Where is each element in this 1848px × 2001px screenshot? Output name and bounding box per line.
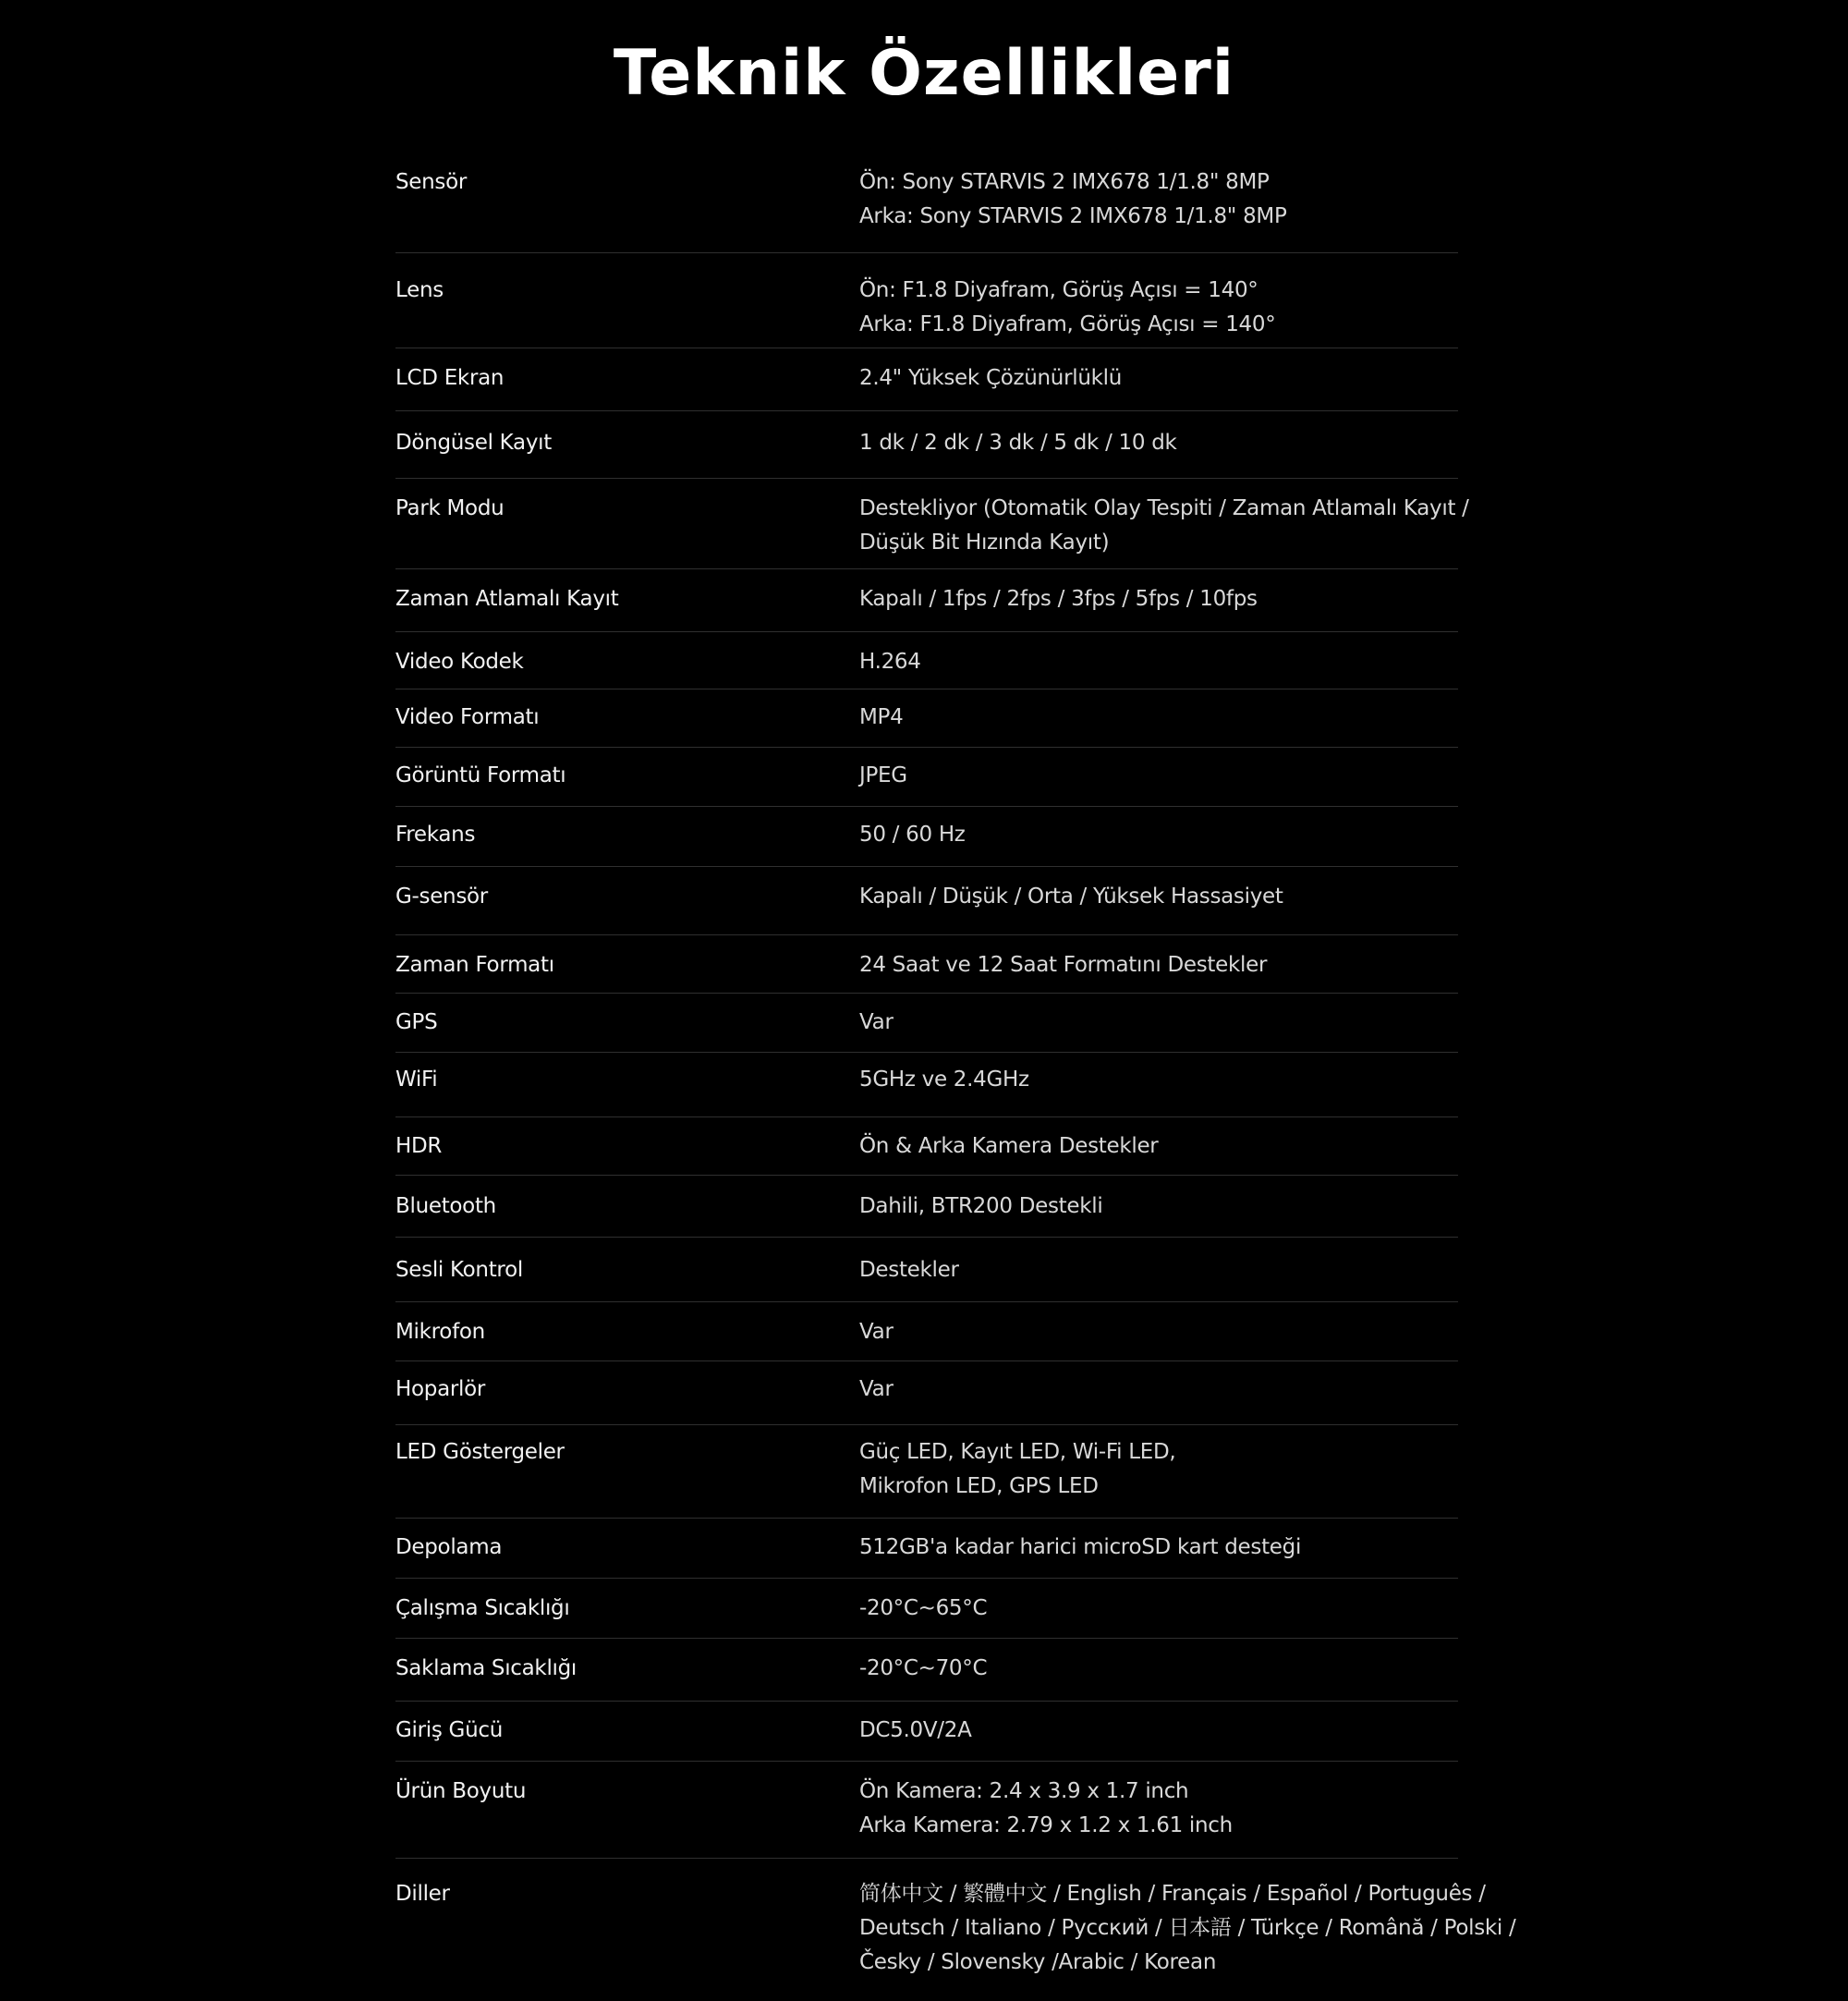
- spec-label: Sensör: [395, 170, 468, 194]
- spec-value-line: Ön: Sony STARVIS 2 IMX678 1/1.8" 8MP: [859, 170, 1270, 194]
- spec-label: Giriş Gücü: [395, 1718, 503, 1742]
- spec-row: [395, 1361, 1458, 1425]
- spec-value-line: Arka: Sony STARVIS 2 IMX678 1/1.8" 8MP: [859, 204, 1287, 228]
- page-title: Teknik Özellikleri: [613, 37, 1235, 110]
- spec-row: [395, 411, 1458, 479]
- spec-value: [859, 1373, 1458, 1407]
- spec-value: [859, 1006, 1458, 1040]
- spec-value-line: Düşük Bit Hızında Kayıt): [859, 531, 1110, 555]
- spec-value-line: 简体中文 / 繁體中文 / English / Français / Español / Português /: [859, 1882, 1486, 1906]
- spec-value: [859, 1592, 1458, 1626]
- spec-row: [395, 348, 1458, 411]
- spec-value-line: 50 / 60 Hz: [859, 823, 966, 847]
- spec-row: [395, 1425, 1458, 1519]
- spec-label: GPS: [395, 1010, 438, 1034]
- spec-label: Çalışma Sıcaklığı: [395, 1596, 570, 1620]
- spec-value-line: Deutsch / Italiano / Русский / 日本語 / Türkçe / Română / Polski /: [859, 1916, 1516, 1940]
- spec-value-line: 2.4" Yüksek Çözünürlüklü: [859, 366, 1122, 390]
- spec-value: [859, 1063, 1458, 1097]
- spec-row: [395, 748, 1458, 807]
- spec-label: Depolama: [395, 1535, 503, 1559]
- spec-value-line: Var: [859, 1010, 894, 1034]
- spec-row: [395, 479, 1469, 569]
- spec-value-line: Ön Kamera: 2.4 x 3.9 x 1.7 inch: [859, 1779, 1189, 1803]
- spec-row: [395, 1053, 1458, 1117]
- spec-value-line: MP4: [859, 705, 904, 729]
- spec-value: [859, 361, 1458, 396]
- spec-table: [395, 151, 1516, 1988]
- spec-value: [859, 645, 1458, 679]
- spec-row: [395, 867, 1458, 935]
- spec-label: Diller: [395, 1882, 450, 1906]
- spec-label: Hoparlör: [395, 1377, 486, 1401]
- spec-value: [859, 1652, 1458, 1686]
- spec-label: Park Modu: [395, 496, 505, 520]
- spec-value-line: -20°C~70°C: [859, 1656, 988, 1680]
- spec-value: [859, 759, 1458, 793]
- spec-value-line: Česky / Slovensky /Arabic / Korean: [859, 1950, 1217, 1974]
- spec-value-line: 1 dk / 2 dk / 3 dk / 5 dk / 10 dk: [859, 431, 1177, 455]
- spec-label: LED Göstergeler: [395, 1440, 565, 1464]
- spec-label: Zaman Atlamalı Kayıt: [395, 587, 619, 611]
- spec-value: [859, 1877, 1515, 1980]
- spec-label: Zaman Formatı: [395, 953, 554, 977]
- spec-label: LCD Ekran: [395, 366, 505, 390]
- spec-value: [859, 582, 1458, 616]
- spec-value-line: Var: [859, 1320, 894, 1344]
- spec-label: Mikrofon: [395, 1320, 485, 1344]
- spec-row: [395, 1302, 1458, 1361]
- spec-row: [395, 1702, 1458, 1762]
- spec-row: [395, 689, 1458, 748]
- spec-value: [859, 1315, 1458, 1349]
- spec-row: [395, 935, 1458, 994]
- spec-value-line: Mikrofon LED, GPS LED: [859, 1474, 1099, 1498]
- spec-row: [395, 569, 1458, 632]
- spec-row: [395, 1762, 1458, 1859]
- spec-value-line: Arka: F1.8 Diyafram, Görüş Açısı = 140°: [859, 312, 1276, 336]
- spec-value-line: Arka Kamera: 2.79 x 1.2 x 1.61 inch: [859, 1813, 1233, 1837]
- spec-value: [859, 1714, 1458, 1748]
- spec-label: Bluetooth: [395, 1194, 496, 1218]
- spec-label: Döngüsel Kayıt: [395, 431, 552, 455]
- spec-value: [859, 701, 1458, 735]
- spec-row: [395, 632, 1458, 689]
- spec-value-line: Destekliyor (Otomatik Olay Tespiti / Zaman Atlamalı Kayıt /: [859, 496, 1469, 520]
- spec-row: [395, 151, 1458, 253]
- spec-value: [859, 1531, 1458, 1565]
- spec-value-line: Ön: F1.8 Diyafram, Görüş Açısı = 140°: [859, 278, 1258, 302]
- spec-label: Video Kodek: [395, 650, 524, 674]
- spec-value: [859, 1253, 1458, 1287]
- spec-value-line: 24 Saat ve 12 Saat Formatını Destekler: [859, 953, 1268, 977]
- spec-value-line: Kapalı / Düşük / Orta / Yüksek Hassasiyet: [859, 885, 1283, 909]
- spec-row: [395, 1176, 1458, 1238]
- spec-row: [395, 1238, 1458, 1302]
- spec-label: Sesli Kontrol: [395, 1258, 523, 1282]
- spec-label: Lens: [395, 278, 444, 302]
- spec-row: [395, 1117, 1458, 1176]
- spec-row: [395, 253, 1458, 348]
- spec-label: Video Formatı: [395, 705, 540, 729]
- spec-value: [859, 492, 1469, 560]
- spec-value-line: H.264: [859, 650, 921, 674]
- spec-row: [395, 1859, 1516, 1988]
- spec-value-line: 5GHz ve 2.4GHz: [859, 1068, 1029, 1092]
- spec-label: HDR: [395, 1134, 443, 1158]
- spec-label: Ürün Boyutu: [395, 1779, 527, 1803]
- spec-value-line: Ön & Arka Kamera Destekler: [859, 1134, 1159, 1158]
- spec-value: [859, 948, 1458, 982]
- spec-value-line: -20°C~65°C: [859, 1596, 988, 1620]
- spec-value-line: Dahili, BTR200 Destekli: [859, 1194, 1103, 1218]
- spec-value-line: 512GB'a kadar harici microSD kart desteği: [859, 1535, 1302, 1559]
- spec-value: [859, 274, 1458, 342]
- spec-row: [395, 994, 1458, 1053]
- spec-value-line: JPEG: [859, 763, 907, 787]
- spec-value-line: Güç LED, Kayıt LED, Wi-Fi LED,: [859, 1440, 1176, 1464]
- spec-label: G-sensör: [395, 885, 488, 909]
- spec-value-line: Kapalı / 1fps / 2fps / 3fps / 5fps / 10fps: [859, 587, 1258, 611]
- spec-row: [395, 807, 1458, 867]
- spec-value: [859, 1129, 1458, 1164]
- spec-row: [395, 1519, 1458, 1579]
- spec-value: [859, 818, 1458, 852]
- spec-value-line: Var: [859, 1377, 894, 1401]
- spec-row: [395, 1639, 1458, 1702]
- spec-label: Görüntü Formatı: [395, 763, 566, 787]
- spec-value: [859, 165, 1458, 234]
- spec-label: WiFi: [395, 1068, 438, 1092]
- spec-value: [859, 880, 1458, 914]
- spec-row: [395, 1579, 1458, 1639]
- spec-value-line: DC5.0V/2A: [859, 1718, 972, 1742]
- spec-value: [859, 426, 1458, 460]
- spec-label: Frekans: [395, 823, 476, 847]
- spec-value: [859, 1435, 1458, 1504]
- spec-value-line: Destekler: [859, 1258, 959, 1282]
- spec-value: [859, 1775, 1458, 1843]
- spec-value: [859, 1190, 1458, 1224]
- spec-label: Saklama Sıcaklığı: [395, 1656, 578, 1680]
